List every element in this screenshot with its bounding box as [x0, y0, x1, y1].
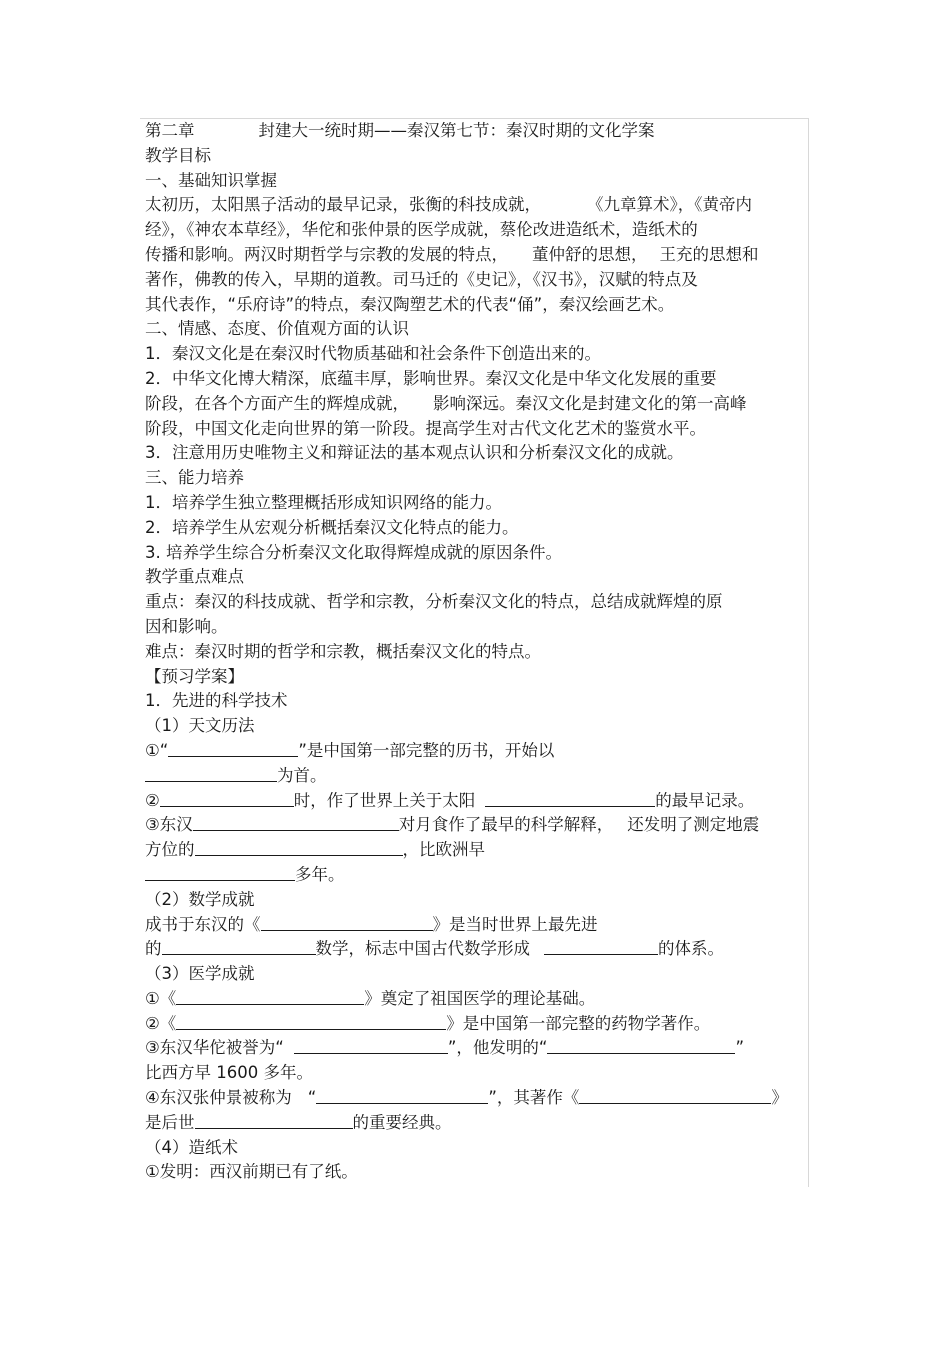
text-span: 数学，标志中国古代数学形成 — [315, 939, 530, 959]
text-span: 难点：秦汉时期的哲学和宗教，概括秦汉文化的特点。 — [145, 641, 541, 661]
text-span: 阶段，中国文化走向世界的第一阶段。提高学生对古代文化艺术的鉴赏水平。 — [145, 418, 706, 438]
text-span: 的最早记录。 — [655, 790, 755, 810]
fill-in-line — [145, 937, 811, 962]
text-span: （4）造纸术 — [145, 1137, 238, 1157]
text-span: 三、能力培养 — [145, 468, 244, 488]
subsection-heading — [145, 888, 811, 913]
answer-blank[interactable] — [261, 913, 433, 931]
text-span: 1．先进的科学技术 — [145, 691, 288, 711]
answer-blank[interactable] — [544, 937, 658, 955]
subsection-heading — [145, 317, 811, 342]
paragraph-line — [145, 392, 811, 417]
fill-in-line — [145, 764, 811, 789]
text-span: 2．中华文化博大精深，底蕴丰厚，影响世界。秦汉文化是中华文化发展的重要 — [145, 368, 717, 388]
text-span: 2．培养学生从宏观分析概括秦汉文化特点的能力。 — [145, 517, 519, 537]
answer-blank[interactable] — [579, 1086, 771, 1104]
text-span: 因和影响。 — [145, 616, 228, 636]
answer-blank[interactable] — [547, 1036, 735, 1054]
answer-blank[interactable] — [294, 1036, 448, 1054]
fill-in-line — [145, 789, 811, 814]
text-span: 封建大一统时期——秦汉第七节：秦汉时期的文化学案 — [258, 121, 655, 140]
text-span: 教学目标 — [145, 145, 211, 165]
list-item — [145, 541, 811, 566]
text-span: “ — [307, 1088, 317, 1108]
text-span: 1．培养学生独立整理概括形成知识网络的能力。 — [145, 492, 502, 512]
text-span: 是后世 — [145, 1112, 195, 1132]
answer-blank[interactable] — [145, 863, 295, 881]
text-span: 》是中国第一部完整的药物学著作。 — [446, 1013, 711, 1033]
text-span: 》是当时世界上最先进 — [432, 914, 598, 934]
answer-blank[interactable] — [195, 838, 403, 856]
fill-in-line — [145, 1036, 811, 1061]
text-span: （3）医学成就 — [145, 964, 255, 984]
text-span: ” — [735, 1038, 745, 1058]
text-span: 的体系。 — [658, 939, 724, 959]
paragraph-line — [145, 590, 811, 615]
subsection-heading — [145, 1136, 811, 1161]
text-span: 1．秦汉文化是在秦汉时代物质基础和社会条件下创造出来的。 — [145, 344, 601, 364]
fill-in-line — [145, 739, 811, 764]
subsection-heading — [145, 714, 811, 739]
section-heading — [145, 144, 811, 169]
answer-blank[interactable] — [176, 987, 364, 1005]
list-item — [145, 342, 811, 367]
text-span: ”是中国第一部完整的历书，开始以 — [298, 740, 555, 760]
paragraph-line — [145, 615, 811, 640]
text-span: ②《 — [145, 1013, 177, 1033]
paragraph-line — [145, 640, 811, 665]
text-span: 对月食作了最早的科学解释， — [398, 815, 614, 835]
answer-blank[interactable] — [195, 1111, 353, 1129]
text-span: 3．注意用历史唯物主义和辩证法的基本观点认识和分析秦汉文化的成就。 — [145, 443, 684, 463]
paragraph-line — [145, 268, 811, 293]
answer-blank[interactable] — [193, 813, 399, 831]
text-span: ①“ — [145, 740, 169, 760]
text-span: ①发明：西汉前期已有了纸。 — [145, 1162, 358, 1182]
text-span: （2）数学成就 — [145, 889, 255, 909]
text-span: 方位的 — [145, 840, 195, 860]
text-span: 影响深远。秦汉文化是封建文化的第一高峰 — [433, 393, 747, 413]
answer-blank[interactable] — [485, 789, 655, 807]
text-span: 经》，《神农本草经》，华佗和张仲景的医学成就，蔡伦改进造纸术，造纸术的 — [145, 220, 698, 240]
text-span: 比西方早 1600 多年。 — [145, 1063, 313, 1083]
subsection-heading — [145, 169, 811, 194]
fill-in-line — [145, 913, 811, 938]
text-span: 》奠定了祖国医学的理论基础。 — [364, 988, 596, 1008]
answer-blank[interactable] — [168, 739, 298, 757]
fill-in-line — [145, 1012, 811, 1037]
text-span: ② — [145, 790, 160, 810]
text-span: ①《 — [145, 988, 177, 1008]
list-item — [145, 491, 811, 516]
text-span: 重点：秦汉的科技成就、哲学和宗教，分析秦汉文化的特点，总结成就辉煌的原 — [145, 592, 723, 612]
text-span: ，比欧洲早 — [402, 840, 485, 860]
text-span: ③东汉华佗被誉为“ — [145, 1038, 284, 1058]
text-span: ”，其著作《 — [488, 1088, 580, 1108]
text-span: 时，作了世界上关于太阳 — [293, 790, 476, 810]
answer-blank[interactable] — [162, 937, 316, 955]
text-span: 还发明了测定地震 — [627, 815, 760, 835]
fill-in-line — [145, 838, 811, 863]
list-item — [145, 516, 811, 541]
text-span: 《九章算术》，《黄帝内 — [587, 195, 752, 215]
text-span: 一、基础知识掌握 — [145, 170, 277, 190]
document-body — [145, 119, 811, 1185]
fill-in-line — [145, 1111, 811, 1136]
section-heading — [145, 565, 811, 590]
text-span: 成书于东汉的《 — [145, 914, 261, 934]
text-span: 第二章 — [145, 121, 195, 140]
paragraph-line — [145, 193, 811, 218]
text-span: 王充的思想和 — [659, 244, 759, 264]
paragraph-line — [145, 1160, 811, 1185]
text-span: 太初历，太阳黑子活动的最早记录，张衡的科技成就， — [145, 195, 541, 215]
text-span: 董仲舒的思想， — [532, 244, 648, 264]
paragraph-line — [145, 218, 811, 243]
answer-blank[interactable] — [145, 764, 277, 782]
text-span: 为首。 — [277, 765, 327, 785]
paragraph-line — [145, 243, 811, 268]
text-span: 阶段，在各个方面产生的辉煌成就， — [145, 393, 409, 413]
answer-blank[interactable] — [176, 1012, 446, 1030]
list-item — [145, 441, 811, 466]
list-item — [145, 367, 811, 392]
text-span: 教学重点难点 — [145, 567, 244, 587]
text-span: 3. 培养学生综合分析秦汉文化取得辉煌成就的原因条件。 — [145, 542, 562, 562]
subsection-heading — [145, 962, 811, 987]
text-span: ”，他发明的“ — [447, 1038, 548, 1058]
text-span: 的 — [145, 939, 162, 959]
fill-in-line — [145, 863, 811, 888]
fill-in-line — [145, 1086, 811, 1111]
text-span: 的重要经典。 — [352, 1112, 452, 1132]
text-span: 【预习学案】 — [145, 666, 244, 686]
paragraph-line — [145, 417, 811, 442]
text-span: 二、情感、态度、价值观方面的认识 — [145, 319, 409, 339]
subsection-heading — [145, 689, 811, 714]
fill-in-line — [145, 813, 811, 838]
fill-in-line — [145, 987, 811, 1012]
text-span: （1）天文历法 — [145, 716, 255, 736]
answer-blank[interactable] — [160, 789, 294, 807]
text-span: ③东汉 — [145, 815, 193, 835]
text-span: 其代表作，“乐府诗”的特点，秦汉陶塑艺术的代表“俑”，秦汉绘画艺术。 — [145, 294, 675, 314]
text-span: 多年。 — [295, 864, 345, 884]
paragraph-line — [145, 293, 811, 318]
text-span: 传播和影响。两汉时期哲学与宗教的发展的特点， — [145, 244, 508, 264]
chapter-title — [145, 119, 811, 144]
text-span: ④东汉张仲景被称为 — [145, 1088, 292, 1108]
section-heading — [145, 665, 811, 690]
answer-blank[interactable] — [316, 1086, 488, 1104]
text-span: 著作，佛教的传入，早期的道教。司马迁的《史记》，《汉书》，汉赋的特点及 — [145, 269, 698, 289]
subsection-heading — [145, 466, 811, 491]
paragraph-line — [145, 1061, 811, 1086]
text-span: 》 — [771, 1088, 788, 1108]
